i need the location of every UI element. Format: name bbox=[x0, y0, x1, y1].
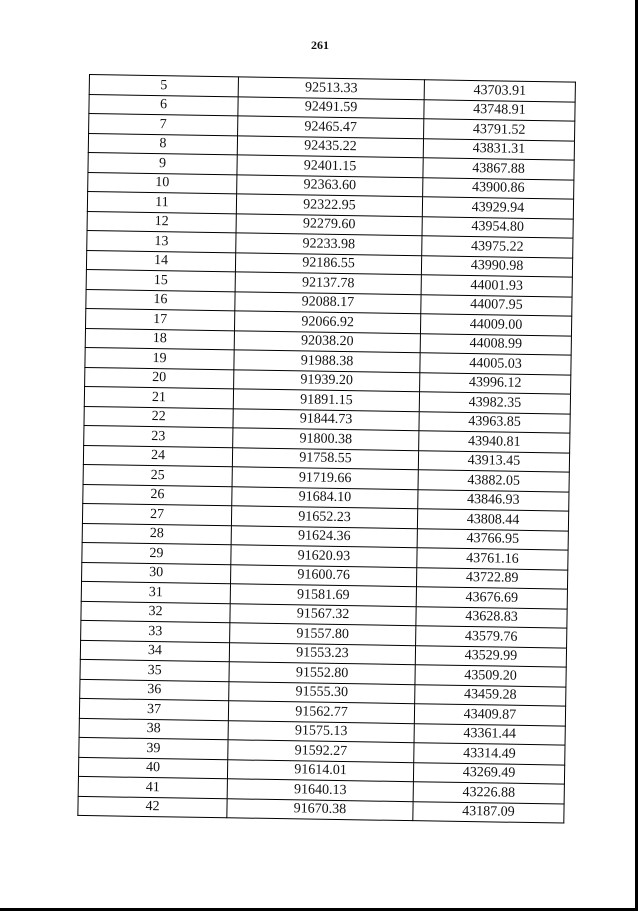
y-coordinate-cell: 43846.93 bbox=[418, 489, 569, 511]
y-coordinate-cell: 43722.89 bbox=[416, 567, 567, 589]
y-coordinate-cell: 44001.93 bbox=[421, 275, 572, 297]
x-coordinate-cell: 91555.30 bbox=[229, 681, 415, 703]
y-coordinate-cell: 43226.88 bbox=[413, 782, 564, 804]
point-number-cell: 22 bbox=[84, 406, 233, 428]
x-coordinate-cell: 92465.47 bbox=[238, 116, 424, 138]
x-coordinate-cell: 91581.69 bbox=[230, 584, 416, 606]
y-coordinate-cell: 43929.94 bbox=[422, 197, 573, 219]
y-coordinate-cell: 43975.22 bbox=[422, 236, 573, 258]
point-number-cell: 15 bbox=[86, 269, 235, 291]
y-coordinate-cell: 43808.44 bbox=[417, 509, 568, 531]
point-number-cell: 41 bbox=[78, 776, 227, 798]
x-coordinate-cell: 92279.60 bbox=[236, 213, 422, 235]
y-coordinate-cell: 43982.35 bbox=[419, 392, 570, 414]
y-coordinate-cell: 43963.85 bbox=[419, 411, 570, 433]
point-number-cell: 10 bbox=[88, 172, 237, 194]
x-coordinate-cell: 91670.38 bbox=[227, 798, 413, 820]
coordinates-table-body bbox=[78, 75, 576, 824]
x-coordinate-cell: 92491.59 bbox=[238, 96, 424, 118]
y-coordinate-cell: 43831.31 bbox=[423, 138, 574, 160]
x-coordinate-cell: 91800.38 bbox=[233, 428, 419, 450]
point-number-cell: 6 bbox=[89, 94, 238, 116]
x-coordinate-cell: 91592.27 bbox=[228, 740, 414, 762]
x-coordinate-cell: 91640.13 bbox=[227, 779, 413, 801]
coordinates-table bbox=[77, 74, 576, 824]
x-coordinate-cell: 92513.33 bbox=[238, 77, 424, 99]
y-coordinate-cell: 43867.88 bbox=[423, 158, 574, 180]
point-number-cell: 35 bbox=[80, 659, 229, 681]
x-coordinate-cell: 92435.22 bbox=[237, 135, 423, 157]
x-coordinate-cell: 91553.23 bbox=[229, 642, 415, 664]
point-number-cell: 14 bbox=[86, 250, 235, 272]
x-coordinate-cell: 91614.01 bbox=[227, 759, 413, 781]
point-number-cell: 30 bbox=[82, 562, 231, 584]
point-number-cell: 26 bbox=[83, 484, 232, 506]
point-number-cell: 32 bbox=[81, 601, 230, 623]
point-number-cell: 17 bbox=[86, 308, 235, 330]
x-coordinate-cell: 91758.55 bbox=[232, 447, 418, 469]
point-number-cell: 40 bbox=[78, 757, 227, 779]
x-coordinate-cell: 91562.77 bbox=[228, 701, 414, 723]
y-coordinate-cell: 43791.52 bbox=[424, 119, 575, 141]
x-coordinate-cell: 92137.78 bbox=[235, 272, 421, 294]
x-coordinate-cell: 92401.15 bbox=[237, 155, 423, 177]
point-number-cell: 16 bbox=[86, 289, 235, 311]
point-number-cell: 18 bbox=[85, 328, 234, 350]
x-coordinate-cell: 91620.93 bbox=[231, 545, 417, 567]
x-coordinate-cell: 92066.92 bbox=[234, 311, 420, 333]
point-number-cell: 12 bbox=[87, 211, 236, 233]
y-coordinate-cell: 43269.49 bbox=[413, 762, 564, 784]
point-number-cell: 36 bbox=[80, 679, 229, 701]
point-number-cell: 7 bbox=[89, 114, 238, 136]
x-coordinate-cell: 91624.36 bbox=[231, 525, 417, 547]
point-number-cell: 13 bbox=[87, 230, 236, 252]
x-coordinate-cell: 91575.13 bbox=[228, 720, 414, 742]
point-number-cell: 20 bbox=[85, 367, 234, 389]
point-number-cell: 42 bbox=[78, 796, 227, 818]
x-coordinate-cell: 91567.32 bbox=[230, 603, 416, 625]
y-coordinate-cell: 43628.83 bbox=[416, 606, 567, 628]
x-coordinate-cell: 92038.20 bbox=[234, 330, 420, 352]
point-number-cell: 9 bbox=[88, 152, 237, 174]
y-coordinate-cell: 43913.45 bbox=[418, 450, 569, 472]
x-coordinate-cell: 91600.76 bbox=[231, 564, 417, 586]
x-coordinate-cell: 91652.23 bbox=[231, 506, 417, 528]
point-number-cell: 11 bbox=[87, 191, 236, 213]
y-coordinate-cell: 43409.87 bbox=[414, 704, 565, 726]
y-coordinate-cell: 43954.80 bbox=[422, 216, 573, 238]
y-coordinate-cell: 44007.95 bbox=[421, 294, 572, 316]
y-coordinate-cell: 43361.44 bbox=[414, 723, 565, 745]
y-coordinate-cell: 43766.95 bbox=[417, 528, 568, 550]
y-coordinate-cell: 44008.99 bbox=[420, 333, 571, 355]
x-coordinate-cell: 92088.17 bbox=[235, 291, 421, 313]
point-number-cell: 27 bbox=[82, 503, 231, 525]
point-number-cell: 33 bbox=[81, 620, 230, 642]
y-coordinate-cell: 43509.20 bbox=[415, 665, 566, 687]
x-coordinate-cell: 91552.80 bbox=[229, 662, 415, 684]
page-number: 261 bbox=[311, 38, 329, 52]
point-number-cell: 29 bbox=[82, 542, 231, 564]
x-coordinate-cell: 91939.20 bbox=[234, 369, 420, 391]
point-number-cell: 38 bbox=[79, 718, 228, 740]
x-coordinate-cell: 91891.15 bbox=[233, 389, 419, 411]
y-coordinate-cell: 43748.91 bbox=[424, 99, 575, 121]
point-number-cell: 23 bbox=[84, 425, 233, 447]
x-coordinate-cell: 92186.55 bbox=[235, 252, 421, 274]
y-coordinate-cell: 43900.86 bbox=[423, 177, 574, 199]
point-number-cell: 37 bbox=[79, 698, 228, 720]
x-coordinate-cell: 92363.60 bbox=[237, 174, 423, 196]
y-coordinate-cell: 43676.69 bbox=[416, 587, 567, 609]
point-number-cell: 28 bbox=[82, 523, 231, 545]
y-coordinate-cell: 44005.03 bbox=[420, 353, 571, 375]
point-number-cell: 21 bbox=[84, 386, 233, 408]
y-coordinate-cell: 43459.28 bbox=[415, 684, 566, 706]
point-number-cell: 31 bbox=[81, 581, 230, 603]
y-coordinate-cell: 44009.00 bbox=[420, 314, 571, 336]
y-coordinate-cell: 43703.91 bbox=[424, 80, 575, 102]
x-coordinate-cell: 92322.95 bbox=[236, 194, 422, 216]
point-number-cell: 39 bbox=[79, 737, 228, 759]
x-coordinate-cell: 91719.66 bbox=[232, 467, 418, 489]
y-coordinate-cell: 43761.16 bbox=[417, 548, 568, 570]
point-number-cell: 25 bbox=[83, 464, 232, 486]
y-coordinate-cell: 43996.12 bbox=[420, 372, 571, 394]
point-number-cell: 34 bbox=[80, 640, 229, 662]
y-coordinate-cell: 43187.09 bbox=[413, 801, 564, 823]
point-number-cell: 24 bbox=[83, 445, 232, 467]
y-coordinate-cell: 43990.98 bbox=[421, 255, 572, 277]
y-coordinate-cell: 43529.99 bbox=[415, 645, 566, 667]
point-number-cell: 19 bbox=[85, 347, 234, 369]
point-number-cell: 8 bbox=[88, 133, 237, 155]
y-coordinate-cell: 43579.76 bbox=[416, 626, 567, 648]
point-number-cell: 5 bbox=[89, 75, 238, 97]
y-coordinate-cell: 43314.49 bbox=[414, 743, 565, 765]
y-coordinate-cell: 43882.05 bbox=[418, 470, 569, 492]
y-coordinate-cell: 43940.81 bbox=[419, 431, 570, 453]
x-coordinate-cell: 91844.73 bbox=[233, 408, 419, 430]
x-coordinate-cell: 91557.80 bbox=[230, 623, 416, 645]
x-coordinate-cell: 91684.10 bbox=[232, 486, 418, 508]
x-coordinate-cell: 91988.38 bbox=[234, 350, 420, 372]
x-coordinate-cell: 92233.98 bbox=[236, 233, 422, 255]
